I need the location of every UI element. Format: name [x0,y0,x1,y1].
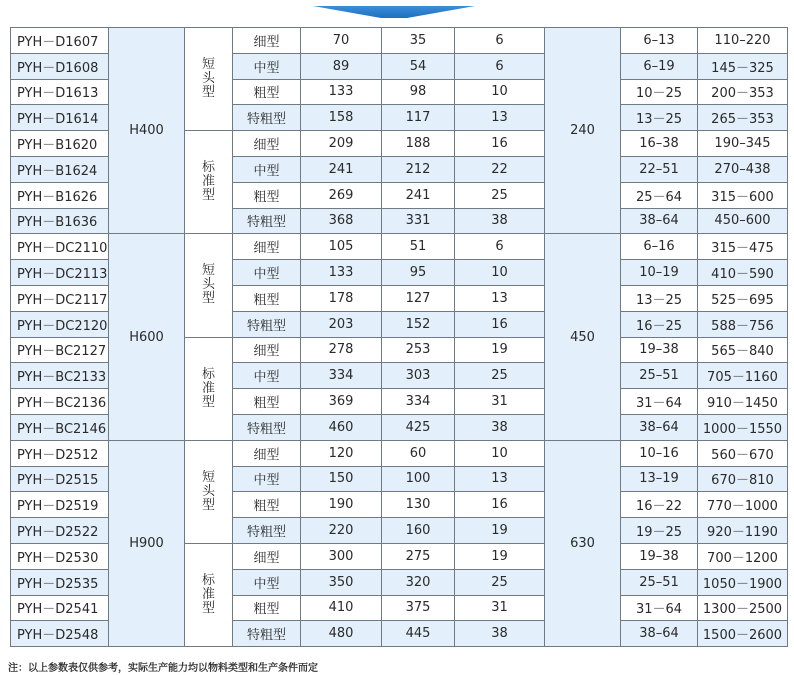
cavity-type-cell: 细型 [233,28,301,54]
value-b-cell: 303 [382,363,455,389]
range2-cell: 1050－1900 [698,569,788,595]
head-type-char: 标 [201,160,215,176]
range1-cell: 31－64 [621,595,698,621]
value-a-cell: 150 [301,466,382,492]
range1-cell: 10–19 [621,260,698,286]
range2-cell: 910－1450 [698,389,788,415]
model-cell: PYH－D2535 [11,569,109,595]
value-a-cell: 350 [301,569,382,595]
value-c-cell: 13 [455,105,545,131]
range2-cell: 1300－2500 [698,595,788,621]
size-cell: H400 [109,28,185,234]
model-cell: PYH－BC2136 [11,389,109,415]
range1-cell: 25–51 [621,363,698,389]
value-a-cell: 269 [301,182,382,208]
value-c-cell: 6 [455,53,545,79]
cavity-type-cell: 粗型 [233,595,301,621]
value-b-cell: 445 [382,621,455,647]
spec-table [10,27,788,647]
cavity-type-cell: 中型 [233,53,301,79]
value-b-cell: 127 [382,285,455,311]
range2-cell: 110–220 [698,28,788,54]
head-type-char: 型 [201,394,215,410]
range1-cell: 10－25 [621,79,698,105]
cavity-type-cell: 粗型 [233,492,301,518]
value-a-cell: 120 [301,440,382,466]
value-b-cell: 188 [382,131,455,157]
range1-cell: 13–19 [621,466,698,492]
range2-cell: 525－695 [698,285,788,311]
value-c-cell: 38 [455,621,545,647]
model-cell: PYH－D2519 [11,492,109,518]
cavity-type-cell: 粗型 [233,285,301,311]
setting-cell: 450 [545,234,621,440]
value-b-cell: 98 [382,79,455,105]
range2-cell: 315－475 [698,234,788,260]
head-type-char: 短 [201,263,215,279]
cavity-type-cell: 细型 [233,440,301,466]
head-type-short-cell [185,440,233,543]
range1-cell: 6–16 [621,234,698,260]
range1-cell: 19–38 [621,337,698,363]
value-c-cell: 19 [455,337,545,363]
value-b-cell: 100 [382,466,455,492]
value-b-cell: 60 [382,440,455,466]
head-type-char: 型 [201,188,215,204]
value-c-cell: 16 [455,131,545,157]
value-c-cell: 25 [455,363,545,389]
range1-cell: 38–64 [621,414,698,440]
table-row [11,28,788,54]
value-c-cell: 6 [455,28,545,54]
head-type-short-cell [185,234,233,337]
head-type-char: 标 [201,573,215,589]
model-cell: PYH－B1620 [11,131,109,157]
head-type-char: 型 [201,291,215,307]
model-cell: PYH－BC2133 [11,363,109,389]
model-cell: PYH－B1636 [11,208,109,234]
value-a-cell: 178 [301,285,382,311]
value-b-cell: 95 [382,260,455,286]
range2-cell: 705－1160 [698,363,788,389]
cavity-type-cell: 特粗型 [233,208,301,234]
setting-cell: 630 [545,440,621,646]
table-row [11,440,788,466]
head-type-char: 头 [201,483,215,499]
value-b-cell: 130 [382,492,455,518]
value-b-cell: 160 [382,518,455,544]
value-c-cell: 22 [455,156,545,182]
value-c-cell: 16 [455,492,545,518]
value-b-cell: 117 [382,105,455,131]
head-type-standard-cell [185,337,233,440]
cavity-type-cell: 细型 [233,337,301,363]
range1-cell: 25–51 [621,569,698,595]
value-c-cell: 19 [455,543,545,569]
setting-cell: 240 [545,28,621,234]
value-c-cell: 38 [455,414,545,440]
model-cell: PYH－D1607 [11,28,109,54]
value-b-cell: 334 [382,389,455,415]
model-cell: PYH－D2548 [11,621,109,647]
model-cell: PYH－D1614 [11,105,109,131]
head-type-char: 头 [201,277,215,293]
value-a-cell: 278 [301,337,382,363]
range2-cell: 588－756 [698,311,788,337]
value-b-cell: 35 [382,28,455,54]
value-c-cell: 25 [455,182,545,208]
model-cell: PYH－DC2117 [11,285,109,311]
cavity-type-cell: 细型 [233,234,301,260]
range2-cell: 270–438 [698,156,788,182]
range2-cell: 265－353 [698,105,788,131]
model-cell: PYH－D2512 [11,440,109,466]
value-c-cell: 13 [455,466,545,492]
range1-cell: 13－25 [621,285,698,311]
cavity-type-cell: 特粗型 [233,311,301,337]
range2-cell: 920－1190 [698,518,788,544]
cavity-type-cell: 粗型 [233,79,301,105]
cavity-type-cell: 细型 [233,131,301,157]
range2-cell: 700－1200 [698,543,788,569]
value-b-cell: 51 [382,234,455,260]
value-a-cell: 334 [301,363,382,389]
head-type-short-cell [185,28,233,131]
cavity-type-cell: 中型 [233,363,301,389]
top-tab-decoration [313,6,475,18]
range1-cell: 6–13 [621,28,698,54]
table-row [11,234,788,260]
value-a-cell: 241 [301,156,382,182]
range1-cell: 16–38 [621,131,698,157]
head-type-char: 准 [201,587,215,603]
value-b-cell: 241 [382,182,455,208]
value-a-cell: 158 [301,105,382,131]
value-b-cell: 253 [382,337,455,363]
value-c-cell: 10 [455,79,545,105]
cavity-type-cell: 细型 [233,543,301,569]
range1-cell: 38–64 [621,208,698,234]
range2-cell: 1500－2600 [698,621,788,647]
model-cell: PYH－DC2110 [11,234,109,260]
value-c-cell: 6 [455,234,545,260]
value-b-cell: 212 [382,156,455,182]
value-b-cell: 54 [382,53,455,79]
value-a-cell: 133 [301,79,382,105]
head-type-char: 型 [201,85,215,101]
range1-cell: 13－25 [621,105,698,131]
value-b-cell: 275 [382,543,455,569]
value-a-cell: 480 [301,621,382,647]
cavity-type-cell: 粗型 [233,389,301,415]
value-b-cell: 152 [382,311,455,337]
value-b-cell: 425 [382,414,455,440]
model-cell: PYH－B1624 [11,156,109,182]
range2-cell: 450–600 [698,208,788,234]
value-b-cell: 320 [382,569,455,595]
value-a-cell: 70 [301,28,382,54]
range2-cell: 565－840 [698,337,788,363]
value-c-cell: 31 [455,595,545,621]
range2-cell: 410－590 [698,260,788,286]
head-type-char: 型 [201,601,215,617]
range2-cell: 200－353 [698,79,788,105]
value-a-cell: 133 [301,260,382,286]
value-c-cell: 19 [455,518,545,544]
range2-cell: 145－325 [698,53,788,79]
value-a-cell: 460 [301,414,382,440]
footer-note: 注：以上参数表仅供参考，实际生产能力均以物料类型和生产条件而定 [8,663,318,674]
model-cell: PYH－BC2146 [11,414,109,440]
model-cell: PYH－D2541 [11,595,109,621]
model-cell: PYH－B1626 [11,182,109,208]
value-c-cell: 10 [455,260,545,286]
cavity-type-cell: 特粗型 [233,105,301,131]
range1-cell: 22–51 [621,156,698,182]
value-a-cell: 410 [301,595,382,621]
range1-cell: 38–64 [621,621,698,647]
model-cell: PYH－D2530 [11,543,109,569]
value-a-cell: 369 [301,389,382,415]
range1-cell: 10–16 [621,440,698,466]
value-b-cell: 375 [382,595,455,621]
model-cell: PYH－BC2127 [11,337,109,363]
value-a-cell: 203 [301,311,382,337]
value-c-cell: 16 [455,311,545,337]
value-a-cell: 209 [301,131,382,157]
value-a-cell: 190 [301,492,382,518]
range2-cell: 1000－1550 [698,414,788,440]
head-type-char: 准 [201,380,215,396]
range1-cell: 16－22 [621,492,698,518]
range2-cell: 670－810 [698,466,788,492]
size-cell: H600 [109,234,185,440]
model-cell: PYH－D1608 [11,53,109,79]
value-c-cell: 38 [455,208,545,234]
model-cell: PYH－DC2120 [11,311,109,337]
cavity-type-cell: 特粗型 [233,518,301,544]
range1-cell: 25－64 [621,182,698,208]
value-b-cell: 331 [382,208,455,234]
head-type-char: 型 [201,497,215,513]
model-cell: PYH－D2515 [11,466,109,492]
range1-cell: 6–19 [621,53,698,79]
value-c-cell: 10 [455,440,545,466]
cavity-type-cell: 特粗型 [233,414,301,440]
head-type-char: 标 [201,366,215,382]
cavity-type-cell: 中型 [233,466,301,492]
range2-cell: 315－600 [698,182,788,208]
value-a-cell: 368 [301,208,382,234]
head-type-char: 头 [201,71,215,87]
cavity-type-cell: 中型 [233,569,301,595]
model-cell: PYH－D2522 [11,518,109,544]
head-type-char: 短 [201,57,215,73]
model-cell: PYH－DC2113 [11,260,109,286]
head-type-standard-cell [185,543,233,646]
table-body [11,28,788,647]
size-cell: H900 [109,440,185,646]
value-c-cell: 31 [455,389,545,415]
value-c-cell: 25 [455,569,545,595]
head-type-standard-cell [185,131,233,234]
head-type-char: 短 [201,469,215,485]
range1-cell: 19–38 [621,543,698,569]
model-cell: PYH－D1613 [11,79,109,105]
cavity-type-cell: 中型 [233,156,301,182]
range2-cell: 190–345 [698,131,788,157]
range1-cell: 19－25 [621,518,698,544]
range2-cell: 560－670 [698,440,788,466]
value-a-cell: 220 [301,518,382,544]
cavity-type-cell: 粗型 [233,182,301,208]
range2-cell: 770－1000 [698,492,788,518]
cavity-type-cell: 中型 [233,260,301,286]
value-a-cell: 300 [301,543,382,569]
cavity-type-cell: 特粗型 [233,621,301,647]
value-c-cell: 13 [455,285,545,311]
value-a-cell: 105 [301,234,382,260]
head-type-char: 准 [201,174,215,190]
value-a-cell: 89 [301,53,382,79]
range1-cell: 31－64 [621,389,698,415]
range1-cell: 16－25 [621,311,698,337]
